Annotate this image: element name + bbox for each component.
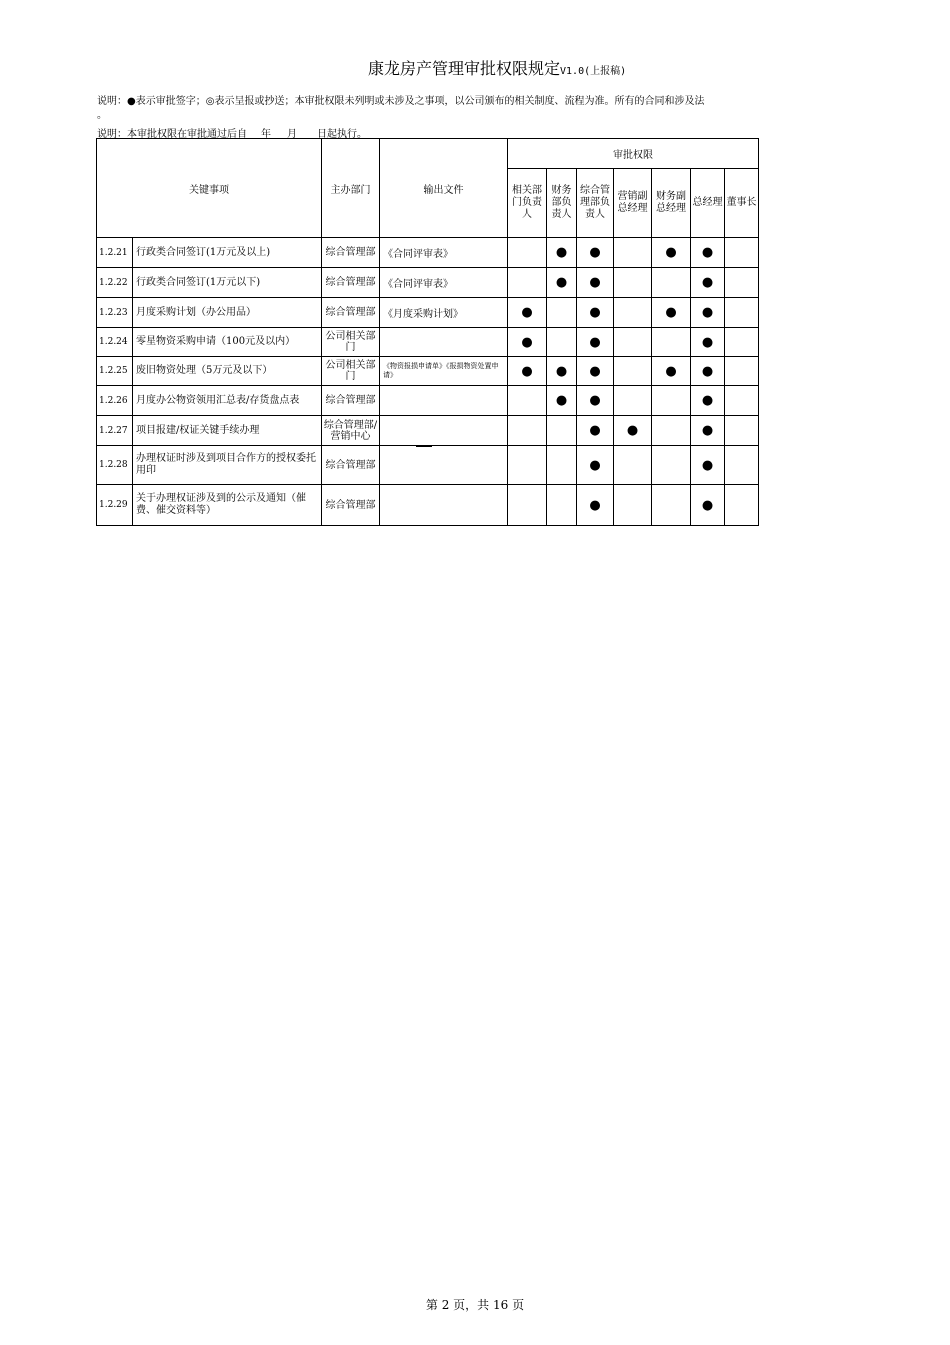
row-output-doc <box>380 386 508 416</box>
row-number: 1.2.29 <box>97 485 133 526</box>
approval-mark <box>547 416 577 446</box>
approval-mark <box>652 416 691 446</box>
row-output-doc: 《物资报损申请单》《报损物资处置申请》 <box>380 357 508 386</box>
row-item: 项目报建/权证关键手续办理 <box>133 416 322 446</box>
approval-mark <box>614 238 652 268</box>
page-footer: 第 2 页，共 16 页 <box>425 1298 525 1312</box>
approval-mark: ● <box>547 386 577 416</box>
note-date-suffix: 日起执行。 <box>317 129 367 140</box>
approval-mark: ● <box>652 357 691 386</box>
title-text: 康龙房产管理审批权限规定 <box>368 59 561 78</box>
table-row <box>97 238 759 268</box>
header-output: 输出文件 <box>380 139 508 238</box>
approval-mark <box>652 446 691 485</box>
approval-mark <box>547 446 577 485</box>
approval-mark <box>508 416 547 446</box>
row-item: 关于办理权证涉及到的公示及通知（催费、催交资料等） <box>133 485 322 526</box>
approval-mark <box>508 238 547 268</box>
table-row <box>97 446 759 485</box>
approval-mark <box>725 298 759 328</box>
approval-mark <box>547 298 577 328</box>
approval-mark: ● <box>691 485 725 526</box>
row-number: 1.2.27 <box>97 416 133 446</box>
approval-mark: ● <box>547 238 577 268</box>
approval-mark: ● <box>691 357 725 386</box>
table-row <box>97 416 759 446</box>
header-approver: 相关部门负责人 <box>508 169 547 238</box>
header-approver: 财务部负责人 <box>547 169 577 238</box>
row-number: 1.2.25 <box>97 357 133 386</box>
row-dept: 综合管理部 <box>322 238 380 268</box>
approval-mark: ● <box>691 268 725 298</box>
approval-mark <box>547 485 577 526</box>
approval-mark: ● <box>577 386 614 416</box>
note-legend: 说明：●表示审批签字；◎表示呈报或抄送；本审批权限未列明或未涉及之事项，以公司颁布的相关制度、流程为准。所有的合同和涉及法 <box>97 96 705 107</box>
row-output-doc <box>380 416 508 446</box>
approval-mark <box>652 485 691 526</box>
row-dept: 综合管理部 <box>322 298 380 328</box>
note-legend-continuation: 。 <box>97 110 107 121</box>
header-approval-group: 审批权限 <box>508 139 759 169</box>
dash-mark <box>416 446 432 447</box>
approval-mark <box>725 386 759 416</box>
row-dept: 公司相关部门 <box>322 328 380 357</box>
row-item: 办理权证时涉及到项目合作方的授权委托用印 <box>133 446 322 485</box>
table-row <box>97 357 759 386</box>
row-output-doc: 《合同评审表》 <box>380 268 508 298</box>
approval-mark <box>614 386 652 416</box>
approval-mark: ● <box>577 268 614 298</box>
approval-mark <box>508 446 547 485</box>
approval-mark <box>614 357 652 386</box>
approval-mark <box>652 268 691 298</box>
header-approver: 财务副总经理 <box>652 169 691 238</box>
approval-mark: ● <box>577 446 614 485</box>
approval-mark <box>614 446 652 485</box>
approval-mark <box>614 298 652 328</box>
approval-mark <box>725 328 759 357</box>
approval-mark <box>725 357 759 386</box>
approval-mark: ● <box>508 298 547 328</box>
approval-mark: ● <box>547 357 577 386</box>
row-dept: 综合管理部/营销中心 <box>322 416 380 446</box>
table-row <box>97 485 759 526</box>
header-key-item: 关键事项 <box>97 139 322 238</box>
row-number: 1.2.24 <box>97 328 133 357</box>
approval-mark: ● <box>577 328 614 357</box>
row-number: 1.2.22 <box>97 268 133 298</box>
table-row <box>97 386 759 416</box>
row-output-doc <box>380 446 508 485</box>
row-number: 1.2.26 <box>97 386 133 416</box>
approval-mark <box>725 416 759 446</box>
approval-mark <box>508 268 547 298</box>
approval-mark <box>614 328 652 357</box>
row-item: 废旧物资处理（5万元及以下） <box>133 357 322 386</box>
row-item: 零星物资采购申请（100元及以内） <box>133 328 322 357</box>
approval-mark: ● <box>577 357 614 386</box>
table-row <box>97 298 759 328</box>
approval-mark <box>725 485 759 526</box>
header-approver: 总经理 <box>691 169 725 238</box>
approval-mark <box>725 238 759 268</box>
row-dept: 综合管理部 <box>322 485 380 526</box>
row-dept: 公司相关部门 <box>322 357 380 386</box>
row-dept: 综合管理部 <box>322 386 380 416</box>
header-approver: 综合管理部负责人 <box>577 169 614 238</box>
row-output-doc: 《月度采购计划》 <box>380 298 508 328</box>
note-date-month: 月 <box>287 129 297 140</box>
approval-mark: ● <box>691 446 725 485</box>
header-dept: 主办部门 <box>322 139 380 238</box>
row-item: 月度采购计划（办公用品） <box>133 298 322 328</box>
row-output-doc: 《合同评审表》 <box>380 238 508 268</box>
approval-mark <box>508 386 547 416</box>
row-dept: 综合管理部 <box>322 268 380 298</box>
approval-mark: ● <box>691 298 725 328</box>
row-item: 月度办公物资领用汇总表/存货盘点表 <box>133 386 322 416</box>
row-number: 1.2.21 <box>97 238 133 268</box>
approval-mark <box>547 328 577 357</box>
approval-mark <box>614 485 652 526</box>
table-row <box>97 328 759 357</box>
approval-mark <box>508 485 547 526</box>
row-output-doc <box>380 328 508 357</box>
page-title <box>368 56 626 79</box>
approval-mark: ● <box>577 298 614 328</box>
approval-mark: ● <box>614 416 652 446</box>
approval-mark: ● <box>652 238 691 268</box>
approval-mark: ● <box>508 328 547 357</box>
approval-mark: ● <box>691 386 725 416</box>
approval-mark <box>725 268 759 298</box>
row-item: 行政类合同签订(1万元以下) <box>133 268 322 298</box>
approval-mark: ● <box>508 357 547 386</box>
approval-mark <box>652 386 691 416</box>
approval-mark: ● <box>547 268 577 298</box>
approval-mark: ● <box>577 485 614 526</box>
table-row <box>97 268 759 298</box>
row-number: 1.2.23 <box>97 298 133 328</box>
approval-mark <box>652 328 691 357</box>
approval-mark <box>725 446 759 485</box>
approval-mark: ● <box>691 328 725 357</box>
note-date-year: 年 <box>261 129 271 140</box>
row-dept: 综合管理部 <box>322 446 380 485</box>
row-item: 行政类合同签订(1万元及以上) <box>133 238 322 268</box>
note-date-prefix: 说明：本审批权限在审批通过后自 <box>97 129 247 140</box>
approval-table <box>96 138 759 526</box>
approval-mark: ● <box>577 238 614 268</box>
version-label: V1.0(上报稿) <box>560 66 627 77</box>
approval-mark: ● <box>652 298 691 328</box>
approval-mark <box>614 268 652 298</box>
header-approver: 营销副总经理 <box>614 169 652 238</box>
approval-mark: ● <box>577 416 614 446</box>
row-output-doc <box>380 485 508 526</box>
approval-mark: ● <box>691 416 725 446</box>
row-number: 1.2.28 <box>97 446 133 485</box>
approval-mark: ● <box>691 238 725 268</box>
header-approver: 董事长 <box>725 169 759 238</box>
